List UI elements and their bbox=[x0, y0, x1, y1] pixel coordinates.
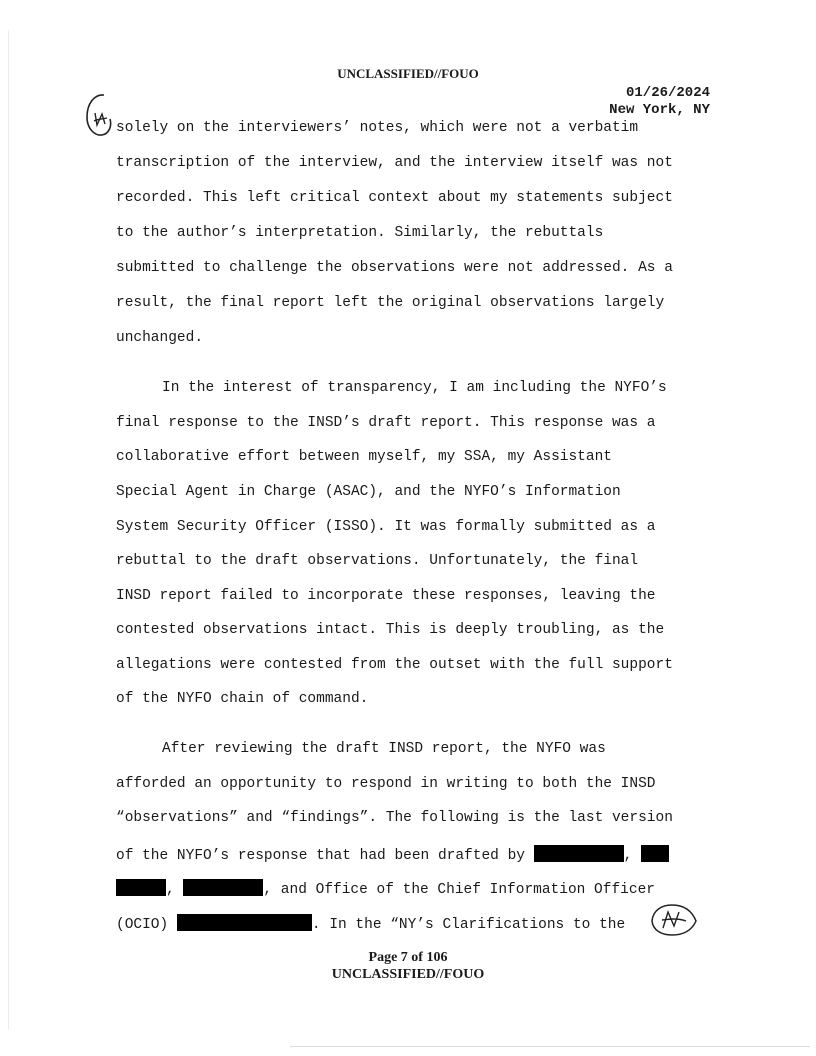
text-line: to the author’s interpretation. Similarly, the rebuttals bbox=[116, 225, 604, 241]
redaction-box bbox=[183, 879, 263, 896]
page-number-label: Page 7 of 106 bbox=[368, 950, 448, 965]
handwritten-initials-left bbox=[84, 92, 118, 138]
document-location: New York, NY bbox=[609, 102, 710, 118]
text-line: solely on the interviewers’ notes, which were not a verbatim bbox=[116, 120, 639, 136]
date-location-block bbox=[609, 85, 710, 119]
redaction-box bbox=[177, 914, 312, 931]
document-date: 01/26/2024 bbox=[625, 85, 710, 101]
redaction-box bbox=[116, 879, 166, 896]
text-line: allegations were contested from the outset with the full support bbox=[116, 657, 673, 673]
text-line: final response to the INSD’s draft report. This response was a bbox=[116, 415, 656, 431]
text-segment: . In the “NY’s Clarifications to the bbox=[311, 917, 626, 933]
text-line: After reviewing the draft INSD report, the NYFO was bbox=[162, 741, 606, 757]
text-line: recorded. This left critical context about my statements subject bbox=[116, 190, 673, 206]
text-line: Special Agent in Charge (ASAC), and the NYFO’s Information bbox=[116, 484, 621, 500]
text-line: result, the final report left the original observations largely bbox=[116, 295, 665, 311]
text-line-redacted bbox=[116, 914, 625, 933]
text-line: “observations” and “findings”. The following is the last version bbox=[116, 810, 673, 826]
text-line: INSD report failed to incorporate these responses, leaving the bbox=[116, 588, 656, 604]
redaction-box bbox=[534, 845, 624, 862]
scan-edge-line bbox=[8, 30, 9, 1030]
text-line: contested observations intact. This is deeply troubling, as the bbox=[116, 622, 665, 638]
text-line: afforded an opportunity to respond in writing to both the INSD bbox=[116, 776, 656, 792]
footer-classification: UNCLASSIFIED//FOUO bbox=[331, 967, 485, 982]
text-line: collaborative effort between myself, my SSA, my Assistant bbox=[116, 449, 612, 465]
text-segment: of the NYFO’s response that had been drafted by bbox=[116, 848, 525, 864]
text-line: of the NYFO chain of command. bbox=[116, 691, 369, 707]
text-line: rebuttal to the draft observations. Unfortunately, the final bbox=[116, 553, 639, 569]
page-footer bbox=[0, 949, 816, 983]
text-segment: (OCIO) bbox=[116, 917, 169, 933]
text-line-redacted bbox=[116, 845, 669, 864]
text-line: transcription of the interview, and the interview itself was not bbox=[116, 155, 673, 171]
text-segment: , and Office of the Chief Information Officer bbox=[263, 882, 655, 898]
text-line: submitted to challenge the observations were not addressed. As a bbox=[116, 260, 673, 276]
header-classification: UNCLASSIFIED//FOUO bbox=[337, 66, 479, 81]
redaction-box bbox=[641, 845, 669, 862]
text-line: unchanged. bbox=[116, 330, 204, 346]
handwritten-initials-right bbox=[648, 902, 700, 938]
text-segment: , bbox=[623, 848, 633, 864]
text-line-redacted bbox=[116, 879, 655, 898]
text-line: System Security Officer (ISSO). It was formally submitted as a bbox=[116, 519, 656, 535]
text-segment: , bbox=[166, 882, 175, 898]
scan-bottom-rule bbox=[290, 1046, 810, 1047]
text-line: In the interest of transparency, I am including the NYFO’s bbox=[162, 380, 667, 396]
